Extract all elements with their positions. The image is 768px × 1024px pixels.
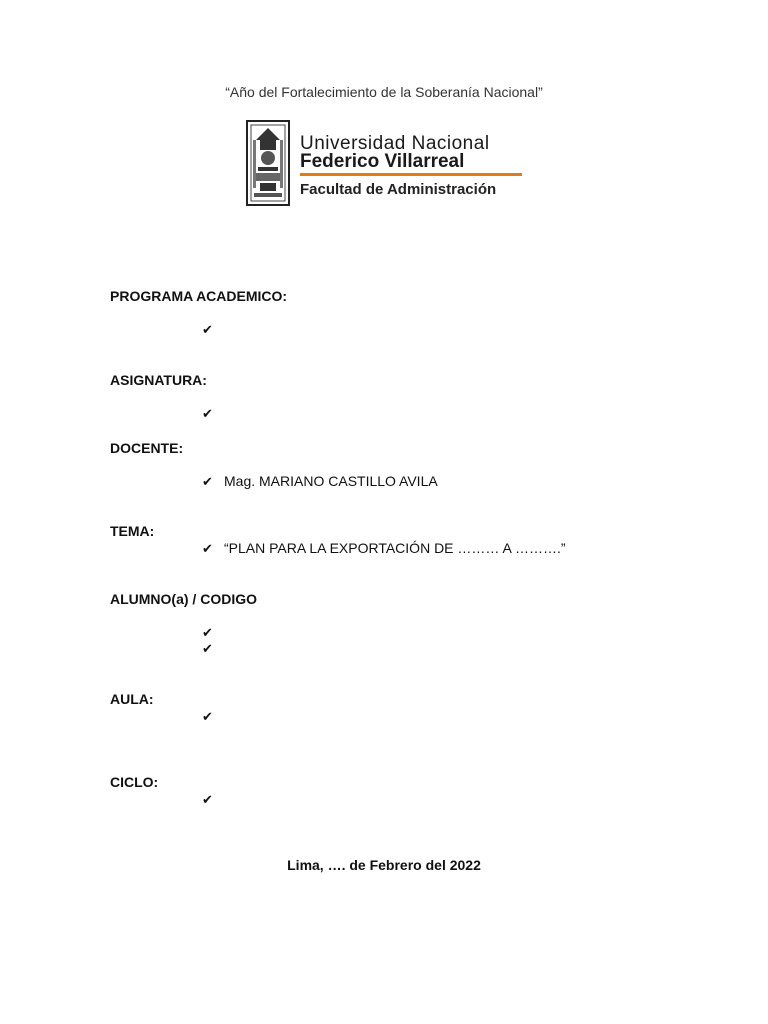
check-icon: ✔ (202, 406, 213, 421)
check-icon: ✔ (202, 709, 213, 724)
check-icon: ✔ (202, 474, 213, 489)
check-icon: ✔ (202, 625, 213, 640)
document-footer-date: Lima, …. de Febrero del 2022 (287, 857, 481, 873)
check-icon: ✔ (202, 322, 213, 337)
label-ciclo: CICLO: (110, 774, 159, 790)
asignatura-item (202, 405, 224, 422)
label-tema: TEMA: (110, 523, 155, 539)
logo-faculty-name: Facultad de Administración (300, 181, 497, 198)
alumno-item-1 (202, 624, 224, 641)
ciclo-item (202, 791, 224, 808)
tema-item (202, 540, 566, 557)
university-logo (244, 118, 534, 208)
logo-accent-bar (300, 173, 522, 176)
document-motto: “Año del Fortalecimiento de la Soberanía Nacional” (225, 84, 543, 100)
logo-university-line2: Federico Villarreal (300, 151, 465, 172)
label-programa-academico: PROGRAMA ACADEMICO: (110, 288, 288, 304)
check-icon: ✔ (202, 792, 213, 807)
programa-item (202, 321, 224, 338)
label-docente: DOCENTE: (110, 440, 184, 456)
aula-item (202, 708, 224, 725)
university-seal-icon (246, 120, 290, 206)
docente-value: Mag. MARIANO CASTILLO AVILA (224, 473, 438, 489)
alumno-item-2 (202, 640, 224, 657)
tema-value: “PLAN PARA LA EXPORTACIÓN DE ……… A ……….” (224, 540, 566, 556)
docente-item (202, 473, 438, 490)
label-aula: AULA: (110, 691, 154, 707)
check-icon: ✔ (202, 541, 213, 556)
check-icon: ✔ (202, 641, 213, 656)
label-alumno-codigo: ALUMNO(a) / CODIGO (110, 591, 257, 607)
label-asignatura: ASIGNATURA: (110, 372, 207, 388)
logo-university-line1: Universidad Nacional (300, 133, 490, 154)
